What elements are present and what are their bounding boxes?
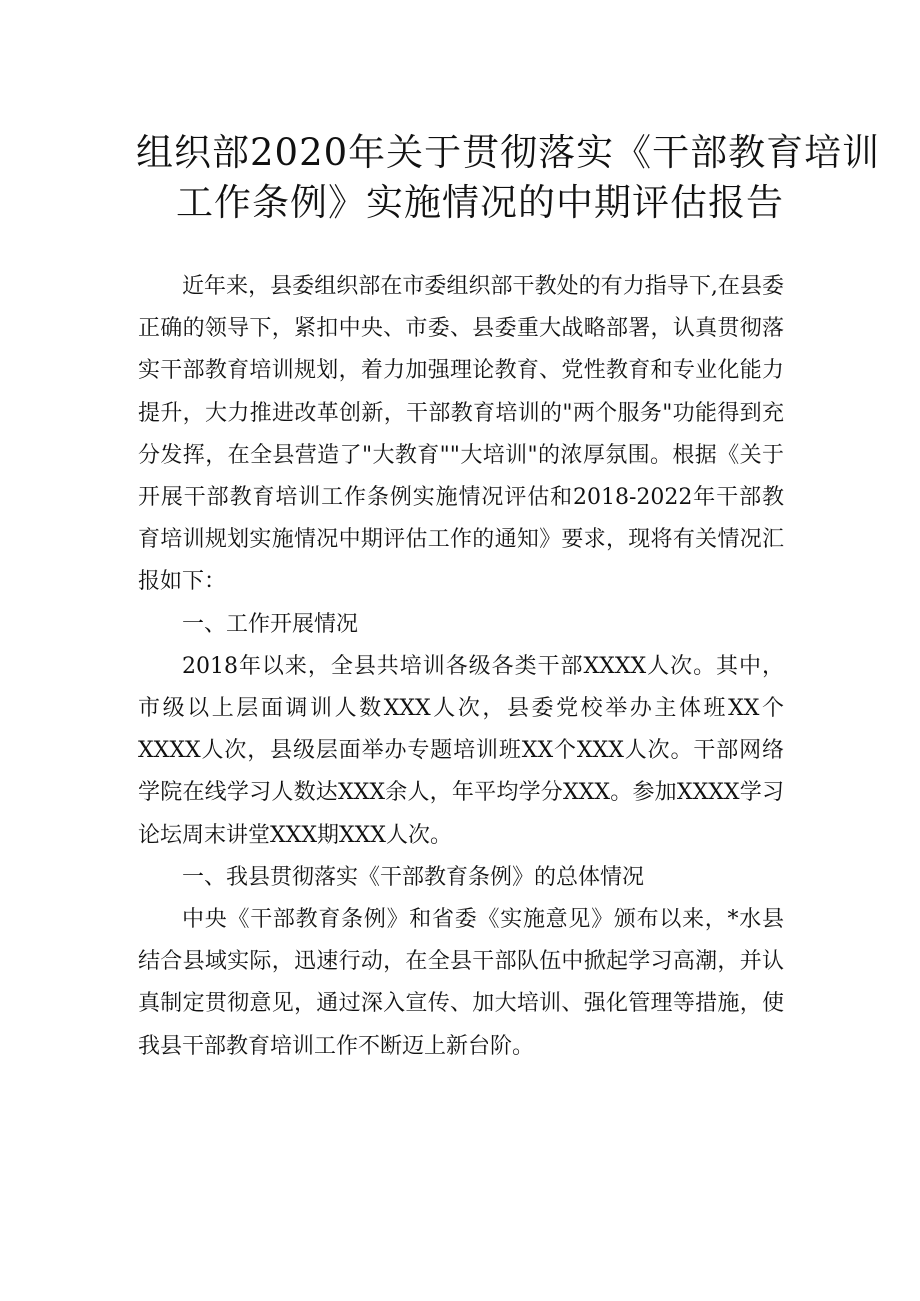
section-1-paragraph: 2018年以来，全县共培训各级各类干部XXXX人次。其中，市级以上层面调训人数XXX人次，县委党校举办主体班XX个XXXX人次，县级层面举办专题培训班XX个XXX人次。干部网络学院在线学习人数达XXX余人，年平均学分XXX。参加XXXX学习论坛周末讲堂XXX期XXX人次。 — [138, 653, 784, 848]
section-2-heading: 一、我县贯彻落实《干部教育条例》的总体情况 — [182, 864, 645, 890]
document-body — [138, 266, 784, 1068]
section-1-heading: 一、工作开展情况 — [182, 611, 359, 637]
title-line-1: 组织部2020年关于贯彻落实《干部教育培训 — [136, 131, 881, 174]
intro-paragraph: 近年来，县委组织部在市委组织部干教处的有力指导下,在县委正确的领导下，紧扣中央、市委、县委重大战略部署，认真贯彻落实干部教育培训规划，着力加强理论教育、党性教育和专业化能力提升，大力推进改革创新，干部教育培训的"两个服务"功能得到充分发挥，在全县营造了"大教育""大培训"的浓厚氛围。根据《关于开展干部教育培训工作条例实施情况评估和2018-2022年干部教育培训规划实施情况中期评估工作的通知》要求，现将有关情况汇报如下： — [138, 274, 784, 595]
title-line-2: 工作条例》实施情况的中期评估报告 — [176, 181, 784, 224]
document-title — [0, 128, 920, 228]
section-2-paragraph: 中央《干部教育条例》和省委《实施意见》颁布以来，*水县结合县域实际，迅速行动，在全县干部队伍中掀起学习高潮，并认真制定贯彻意见，通过深入宣传、加大培训、强化管理等措施，使我县干部教育培训工作不断迈上新台阶。 — [138, 907, 784, 1059]
